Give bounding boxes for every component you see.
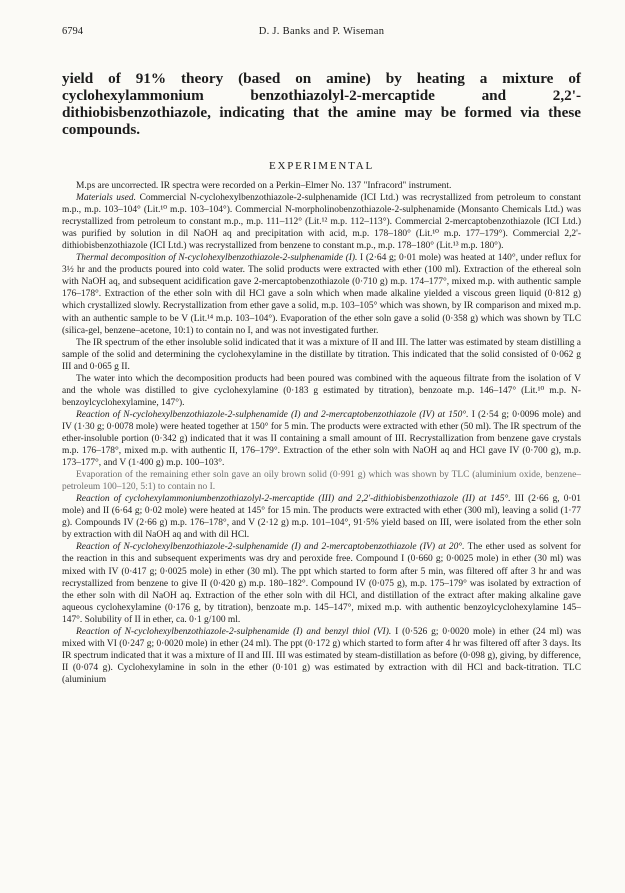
- page-number: 6794: [62, 26, 83, 37]
- paragraph-reaction-145: [62, 493, 581, 541]
- paragraph-lead: Reaction of N-cyclohexylbenzothiazole-2-sulphenamide (I) and 2-mercaptobenzothiazole (IV) at 150°.: [76, 409, 469, 420]
- paragraph-evaporation: [62, 469, 581, 493]
- page-header: [62, 26, 581, 44]
- paragraph-lead: Materials used.: [76, 193, 136, 204]
- paragraph-text: The water into which the decomposition products had been poured was combined with the aqueous filtrate from the isolation of V and the whole was distilled to give cyclohexylamine (0·183 g estimated by titration), benzoate m.p. 146–147° (Lit.¹⁰ m.p. N-benzoylcyclohexylamine, 147°).: [62, 373, 581, 408]
- paragraph-instruments: [62, 180, 581, 192]
- section-heading: EXPERIMENTAL: [268, 160, 375, 172]
- paragraph-text: I (2·64 g; 0·01 mole) was heated at 140°, under reflux for 3½ hr and the products poured into cold water. The solid products were extracted with ether (100 ml). Extraction of the ethereal soln with NaOH aq, and subsequent acidification gave 2-mercaptobenzothiazole (0·710 g) m.p. 174–177°, mixed m.p. with authentic sample 176–178°. Extraction of the ether soln with dil HCl gave a soln which when made alkaline yielded a viscous green liquid (0·812 g) which crystallized slowly. Recrystallization from ether gave a solid, m.p. 103–105° which was shown, by IR comparison and mixed m.p. with an authentic sample to be V (Lit.¹⁴ m.p. 103–104°). Evaporation of the ether soln gave a solid (0·358 g) which was shown by TLC (silica-gel, benzene–acetone, 10:1) to contain no I, and was not investigated further.: [62, 253, 581, 336]
- paragraph-reaction-150: [62, 409, 581, 469]
- paragraph-lead: Reaction of cyclohexylammoniumbenzothiazolyl-2-mercaptide (III) and 2,2'-dithiobisbenzothiazole (II) at 145°.: [76, 494, 511, 505]
- paragraph-lead: Thermal decomposition of N-cyclohexylbenzothiazole-2-sulphenamide (I).: [76, 253, 358, 264]
- paragraph-text: III (2·66 g, 0·01 mole) and II (6·64 g; 0·02 mole) were heated at 145° for 15 min. The products were extracted with ether (300 ml), leaving a solid (1·77 g). Compounds IV (2·66 g) m.p. 176–178°, and V (2·12 g) m.p. 101–104°, 91·5% yield based on III, were isolated from the ether soln by extraction with dil NaOH aq and with dil HCl.: [62, 494, 581, 541]
- experimental-body: [62, 180, 581, 686]
- running-title: D. J. Banks and P. Wiseman: [258, 26, 385, 37]
- paragraph-materials: [62, 192, 581, 252]
- paragraph-text: The IR spectrum of the ether insoluble solid indicated that it was a mixture of II and III. The latter was estimated by steam distilling a sample of the solid and determining the cyclohexylamine in the distillate by titration. This indicated that the solid consisted of 0·062 g III and 0·065 g II.: [62, 337, 581, 372]
- paragraph-lead: Reaction of N-cyclohexylbenzothiazole-2-sulphenamide (I) and 2-mercaptobenzothiazole (IV) at 20°.: [76, 542, 465, 553]
- paragraph-distillation: [62, 373, 581, 409]
- paragraph-lead: Reaction of N-cyclohexylbenzothiazole-2-sulphenamide (I) and benzyl thiol (VI).: [76, 626, 392, 637]
- paragraph-thermal-decomposition: [62, 252, 581, 336]
- paragraph-text: I (2·54 g; 0·0096 mole) and IV (1·30 g; 0·0078 mole) were heated together at 150° for 5 min. The products were extracted with ether (50 ml). The IR spectrum of the ether-insoluble portion (0·342 g) indicated that it was II containing a small amount of III. Recrystallization from benzene gave crystals m.p. 176–178°, mixed m.p. with authentic II, 176–179°. Extraction of the ether soln with NaOH aq and HCl gave IV (0·700 g), m.p. 173–177°, and V (1·400 g) m.p. 100–103°.: [62, 409, 581, 469]
- paragraph-text: I (0·526 g; 0·0020 mole) in ether (24 ml) was mixed with VI (0·247 g; 0·0020 mole) in ether (24 ml). The ppt (0·172 g) which started to form after 4 hr was filtered off after 3 days. Its IR spectrum indicated that it was a mixture of II and III. III was estimated by steam-distillation as before (0·098 g), giving, by difference, II (0·074 g). Cyclohexylamine in soln in the ether (0·101 g) was estimated by extraction with dil HCl and back-titration. TLC (aluminium: [62, 626, 581, 685]
- paragraph-text: Commercial N-cyclohexylbenzothiazole-2-sulphenamide (ICI Ltd.) was recrystallized from petroleum to constant m.p., m.p. 103–104° (Lit.¹⁰ m.p. 103–104°). Commercial N-morpholinobenzothiazole-2-sulphenamide (Monsanto Chemicals Ltd.) was recrystallized from petroleum to constant m.p., m.p. 111–112° (Lit.¹² m.p. 112–113°). Commercial 2-mercaptobenzothiazole (ICI Ltd.) was purified by solution in dil NaOH aq and precipitation with acid, m.p. 178–180° (Lit.¹⁰ m.p. 177–179°). Commercial 2,2'-dithiobisbenzothiazole (ICI Ltd.) was recrystallized from benzene to constant m.p., m.p. 178–180° (Lit.¹³ m.p. 180°).: [62, 193, 582, 252]
- paragraph-text: Evaporation of the remaining ether soln gave an oily brown solid (0·991 g) which was shown by TLC (aluminium oxide, benzene–petroleum 100–120, 5:1) to contain no I.: [62, 470, 581, 493]
- paragraph-reaction-benzyl-thiol: [62, 626, 581, 686]
- intro-paragraph: yield of 91% theory (based on amine) by heating a mixture of cyclohexylammonium benzothiazolyl-2-mercaptide and 2,2'-dithiobisbenzothiazole, indicating that the amine may be formed via these compounds.: [62, 70, 581, 138]
- paragraph-reaction-20: [62, 541, 581, 625]
- paragraph-ir-spectrum: [62, 337, 581, 373]
- paragraph-text: The ether used as solvent for the reaction in this and subsequent experiments was dry and peroxide free. Compound I (0·660 g; 0·0025 mole) in ether (30 ml) was mixed with IV (0·417 g; 0·0025 mole) in ether (30 ml). The ppt which started to form after 5 min, was filtered off after 3 hr and was recrystallized from benzene to give II (0·420 g) m.p. 180–182°. Compound IV (0·075 g), m.p. 175–179° was isolated by extraction of the ether soln with dil NaOH aq. Extraction of the ether soln with dil HCl, and distillation of the extract after making alkaline gave aqueous cyclohexylamine (0·176 g, by titration), benzoate m.p. 145–147°, mixed m.p. with authentic benzoylcyclohexylamine 145–147°. Solubility of II in ether, ca. 0·1 g/100 ml.: [62, 542, 581, 625]
- paragraph-text: M.ps are uncorrected. IR spectra were recorded on a Perkin–Elmer No. 137 "Infracord" instrument.: [76, 181, 452, 191]
